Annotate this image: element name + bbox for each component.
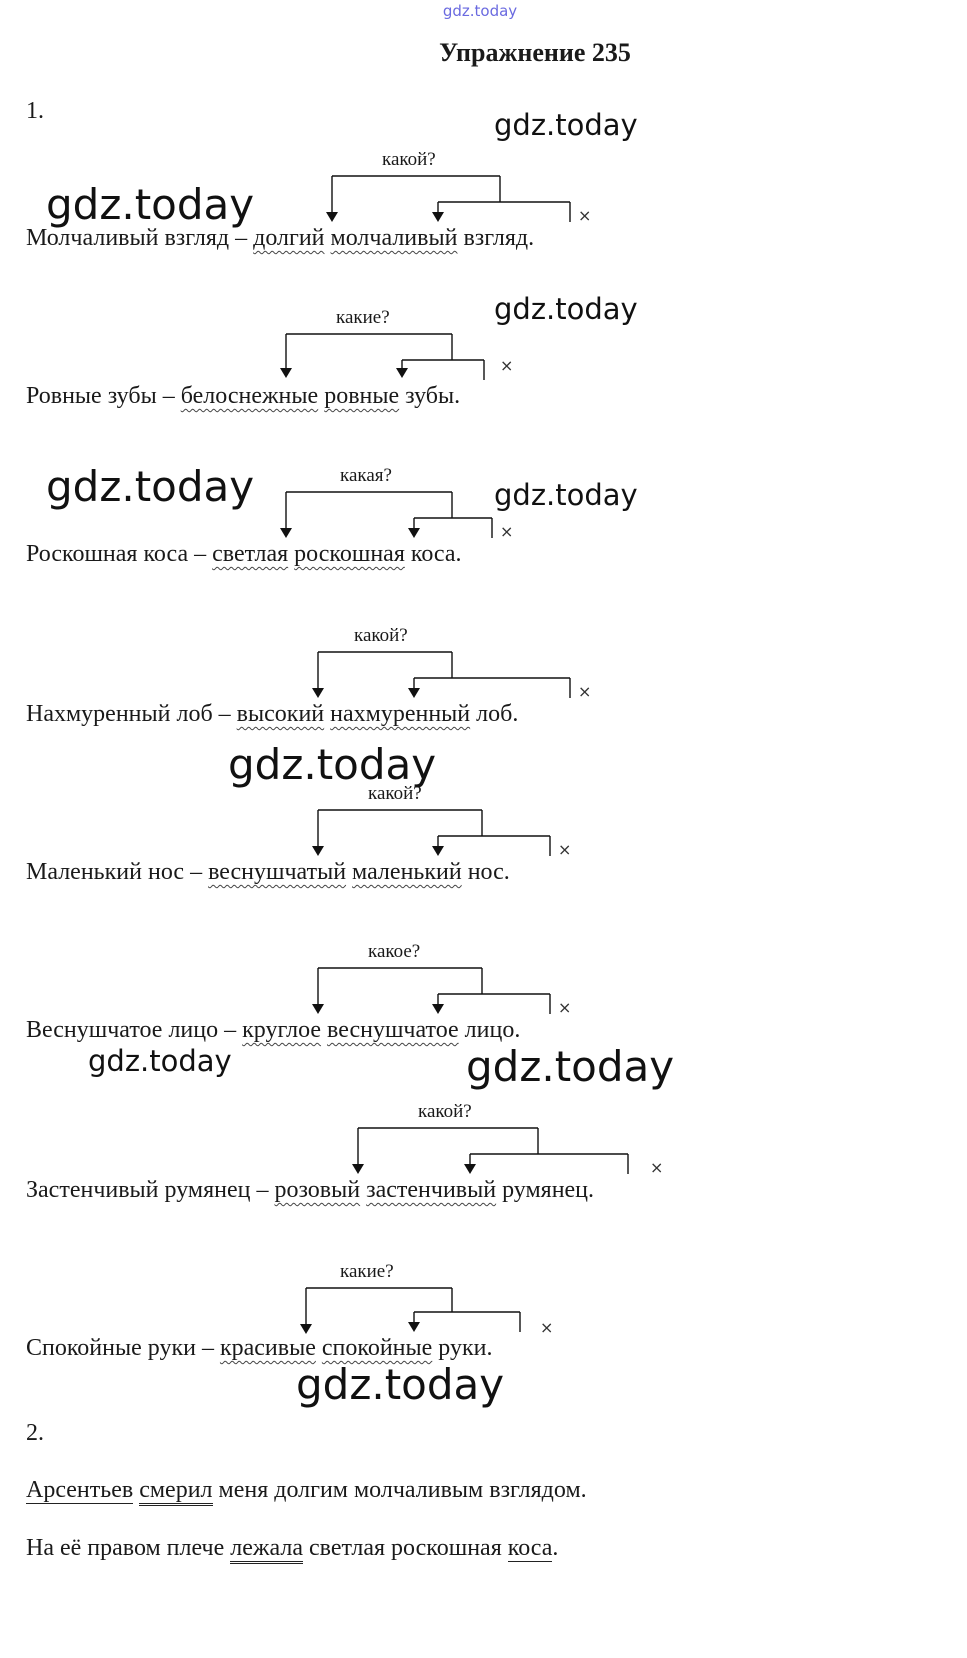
watermark: gdz.today	[88, 1044, 232, 1078]
cross-mark: ×	[500, 356, 514, 375]
part-1-number: 1.	[26, 98, 44, 124]
attribute-word: высокий	[236, 701, 325, 727]
phrase-main: Молчаливый взгляд	[26, 225, 230, 251]
cross-mark: ×	[558, 840, 572, 859]
phrase-row-6	[26, 1018, 520, 1042]
phrase-row-1	[26, 226, 534, 250]
attribute-word: веснушчатое	[327, 1017, 459, 1043]
question-label: какой?	[354, 625, 408, 646]
attribute-word: спокойные	[321, 1335, 433, 1361]
attribute-word: маленький	[352, 859, 462, 885]
phrase-row-4	[26, 702, 518, 726]
attribute-word: светлая	[212, 541, 289, 567]
sentence-mid: светлая роскошная	[308, 1535, 502, 1561]
arrow-diagram-2	[280, 334, 484, 380]
cross-mark: ×	[558, 998, 572, 1017]
period: .	[514, 1017, 521, 1043]
watermark-top: gdz.today	[442, 2, 518, 20]
attribute-word: молчаливый	[330, 225, 458, 251]
main-word: лоб	[476, 701, 513, 727]
period: .	[455, 541, 462, 567]
dash: –	[190, 859, 203, 885]
attribute-word: круглое	[242, 1017, 322, 1043]
cross-mark: ×	[500, 522, 514, 541]
question-label: какие?	[340, 1261, 394, 1282]
sentence-start: На её правом плече	[26, 1535, 225, 1561]
watermark: gdz.today	[494, 478, 638, 512]
main-word: зубы	[405, 383, 455, 409]
predicate-word: лежала	[230, 1535, 303, 1564]
sentence-rest: меня долгим молчаливым взглядом.	[218, 1477, 587, 1503]
attribute-word: застенчивый	[366, 1177, 497, 1203]
watermark: gdz.today	[296, 1360, 505, 1409]
arrow-diagram-3	[280, 492, 492, 538]
sentence-2	[26, 1536, 558, 1560]
attribute-word: белоснежные	[180, 383, 319, 409]
question-label: какая?	[340, 465, 392, 486]
watermark: gdz.today	[46, 462, 255, 511]
period: .	[486, 1335, 493, 1361]
dash: –	[218, 701, 231, 727]
phrase-row-2	[26, 384, 460, 408]
period: .	[528, 225, 535, 251]
arrow-diagram-6	[312, 968, 550, 1014]
main-word: коса	[410, 541, 456, 567]
subject-word: коса	[507, 1535, 553, 1561]
period: .	[588, 1177, 595, 1203]
main-word: руки	[438, 1335, 487, 1361]
period: .	[512, 701, 519, 727]
sentence-1	[26, 1478, 587, 1502]
main-word: лицо	[464, 1017, 515, 1043]
watermark: gdz.today	[494, 108, 638, 142]
part-2-number: 2.	[26, 1420, 44, 1446]
watermark: gdz.today	[494, 292, 638, 326]
attribute-word: роскошная	[294, 541, 405, 567]
phrase-main: Ровные зубы	[26, 383, 157, 409]
attribute-word: красивые	[219, 1335, 316, 1361]
cross-mark: ×	[578, 682, 592, 701]
phrase-row-3	[26, 542, 462, 566]
dash: –	[256, 1177, 269, 1203]
period: .	[552, 1535, 559, 1561]
watermark: gdz.today	[46, 180, 255, 229]
dash: –	[162, 383, 175, 409]
arrow-diagram-1	[326, 176, 570, 222]
question-label: какой?	[418, 1101, 472, 1122]
watermark: gdz.today	[228, 740, 437, 789]
phrase-row-5	[26, 860, 510, 884]
period: .	[454, 383, 461, 409]
main-word: нос	[467, 859, 504, 885]
phrase-row-7	[26, 1178, 594, 1202]
dash: –	[194, 541, 207, 567]
main-word: взгляд	[463, 225, 529, 251]
attribute-word: долгий	[253, 225, 325, 251]
dash: –	[201, 1335, 214, 1361]
phrase-main: Спокойные руки	[26, 1335, 196, 1361]
phrase-row-8	[26, 1336, 492, 1360]
question-label: какие?	[336, 307, 390, 328]
dash: –	[235, 225, 248, 251]
dash: –	[224, 1017, 237, 1043]
phrase-main: Роскошная коса	[26, 541, 189, 567]
period: .	[503, 859, 510, 885]
page-title: Упражнение 235	[439, 38, 631, 67]
arrow-diagram-5	[312, 810, 550, 856]
arrow-diagram-7	[352, 1128, 628, 1174]
question-label: какой?	[368, 783, 422, 804]
cross-mark: ×	[578, 206, 592, 225]
attribute-word: веснушчатый	[208, 859, 347, 885]
subject-word: Арсентьев	[26, 1477, 134, 1503]
question-label: какой?	[382, 149, 436, 170]
attribute-word: ровные	[324, 383, 400, 409]
watermark: gdz.today	[466, 1042, 675, 1091]
predicate-word: смерил	[139, 1477, 212, 1506]
phrase-main: Веснушчатое лицо	[26, 1017, 219, 1043]
phrase-main: Застенчивый румянец	[26, 1177, 251, 1203]
attribute-word: розовый	[274, 1177, 361, 1203]
arrow-diagram-8	[300, 1288, 520, 1334]
arrow-diagram-4	[312, 652, 570, 698]
main-word: румянец	[502, 1177, 589, 1203]
phrase-main: Маленький нос	[26, 859, 185, 885]
phrase-main: Нахмуренный лоб	[26, 701, 213, 727]
cross-mark: ×	[650, 1158, 664, 1177]
question-label: какое?	[368, 941, 421, 962]
cross-mark: ×	[540, 1318, 554, 1337]
attribute-word: нахмуренный	[330, 701, 471, 727]
